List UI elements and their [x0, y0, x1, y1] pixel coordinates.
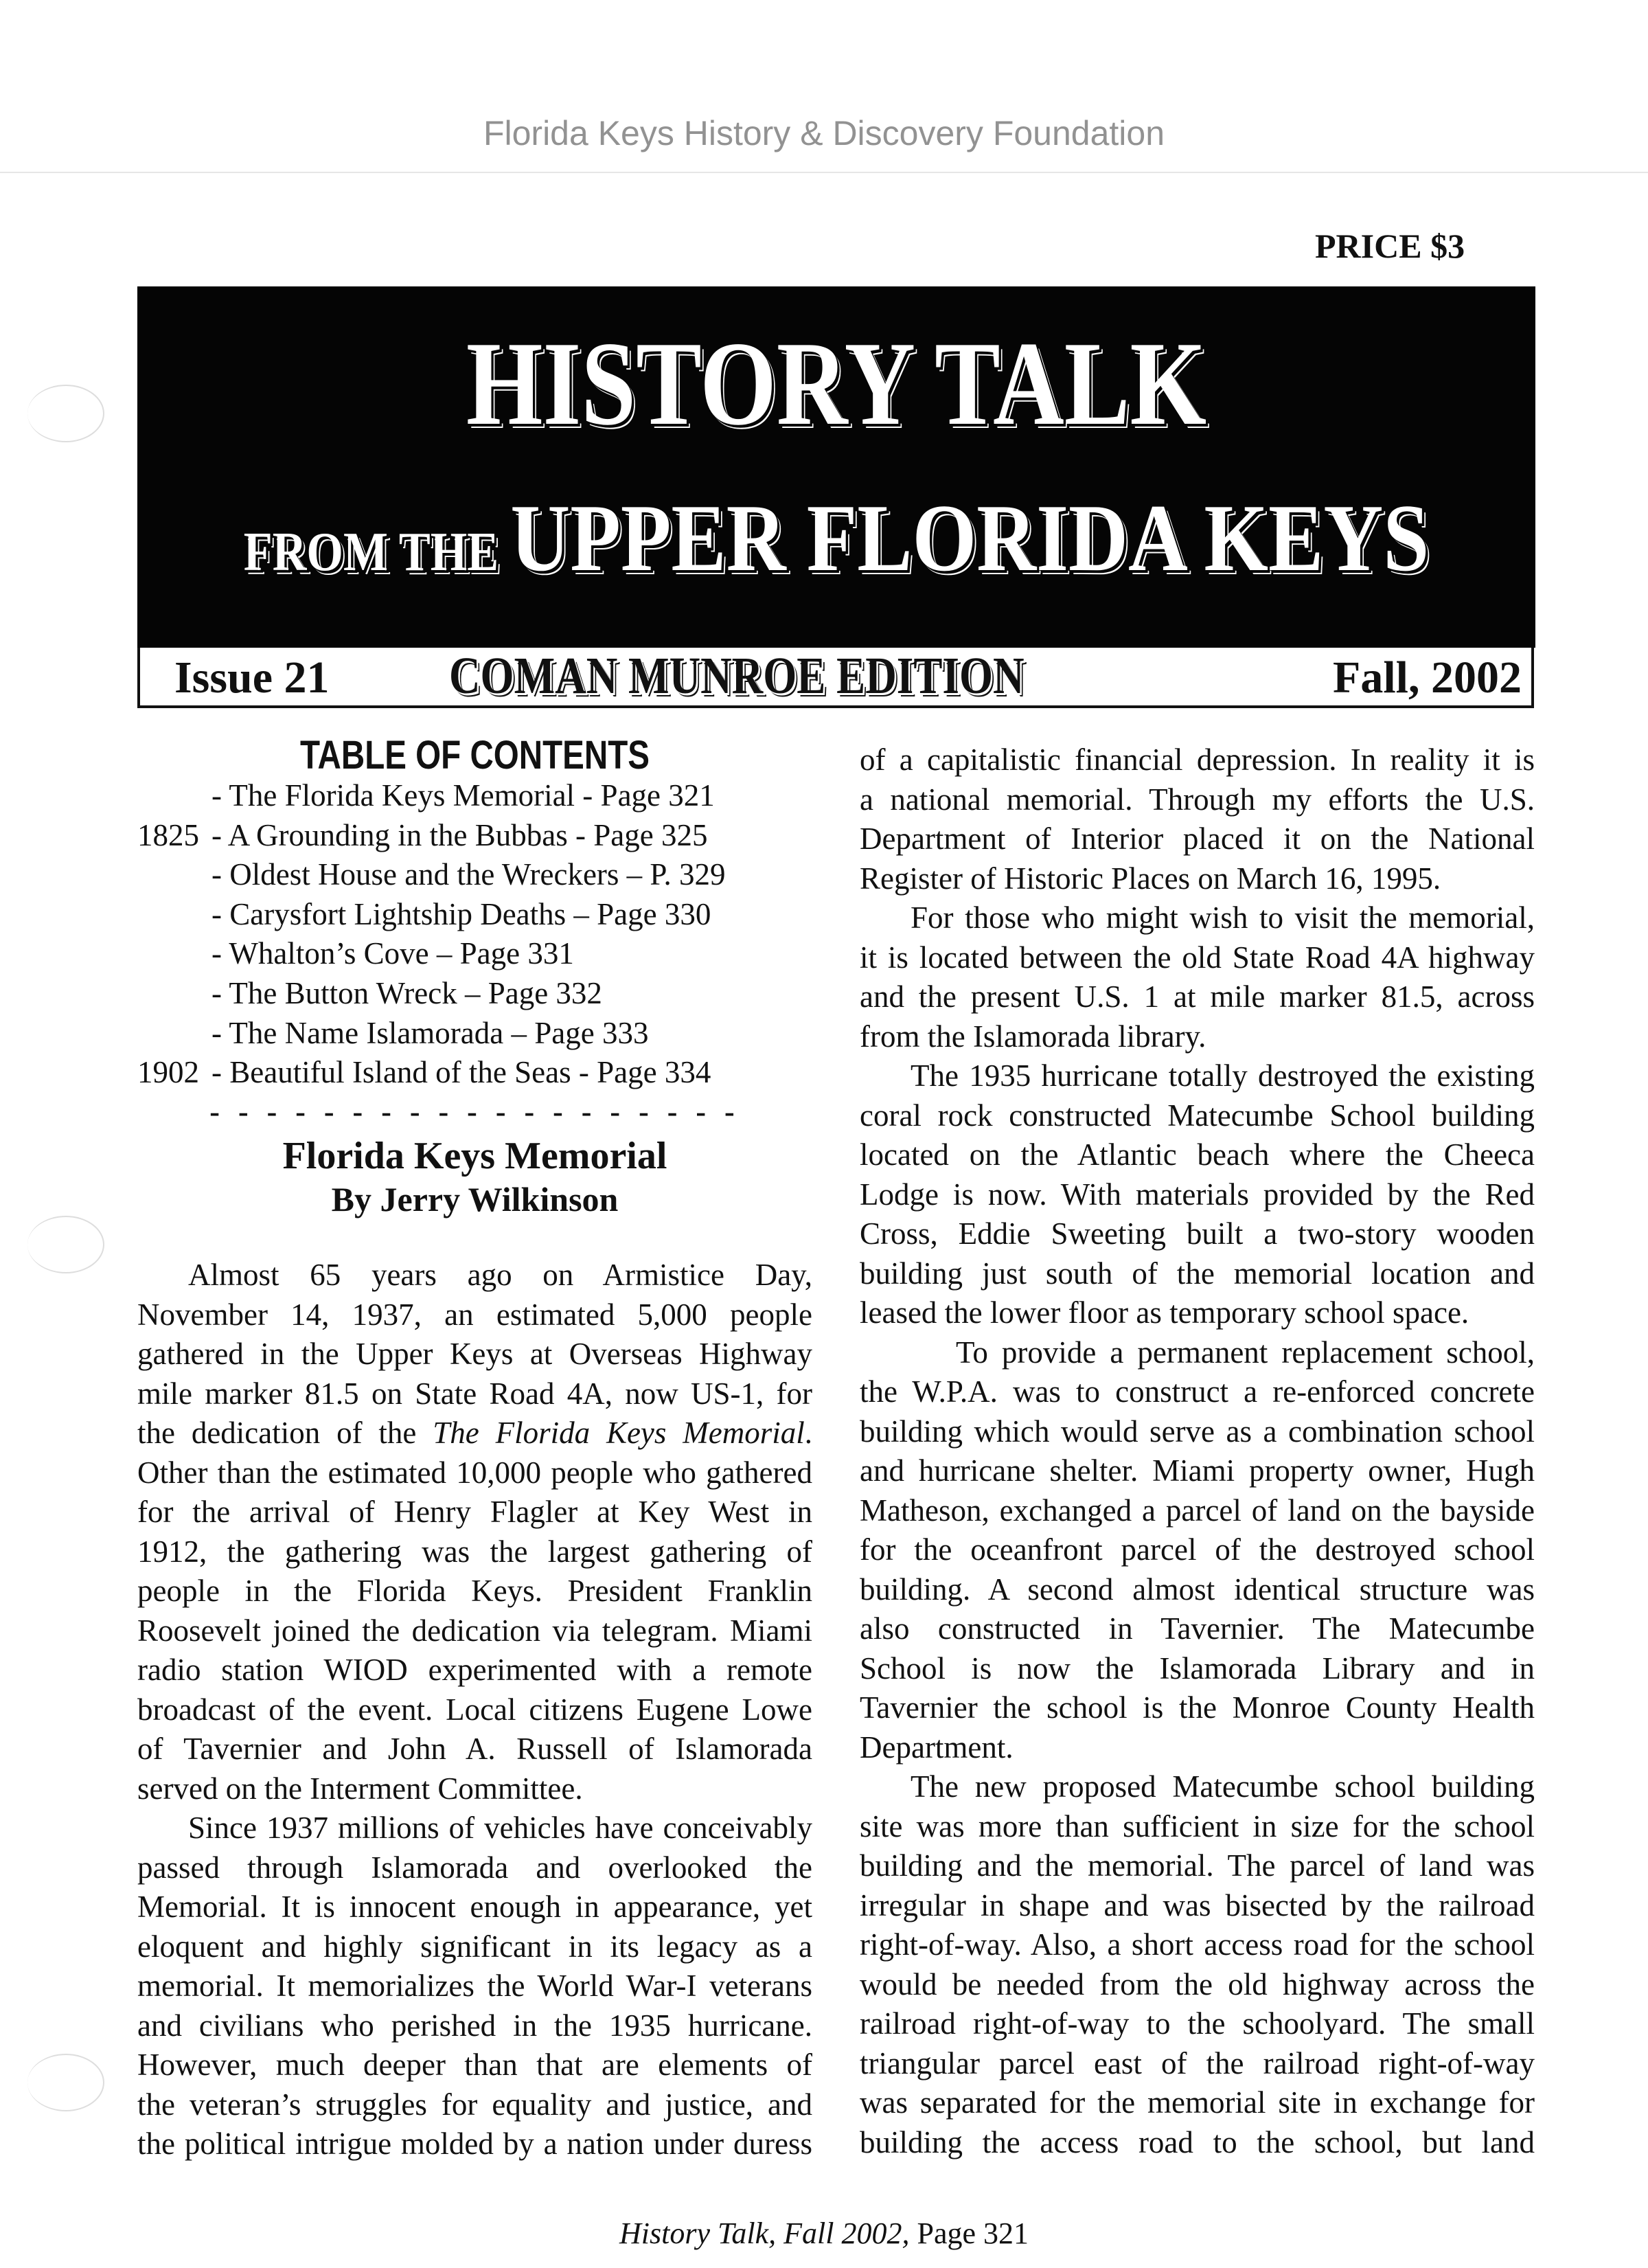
text-line: irregular in shape and was bisected by the railroad [860, 1887, 1535, 1923]
text-line: located on the Atlantic beach where the Cheeca [860, 1137, 1535, 1172]
text-line: was separated for the memorial site in exchange for [860, 2085, 1535, 2120]
punch-hole [27, 2054, 104, 2111]
text-line: eloquent and highly significant in its legacy as a [137, 1929, 812, 1964]
text-line: Almost 65 years ago on Armistice Day, [188, 1258, 812, 1292]
text-line: people in the Florida Keys. President Franklin [137, 1574, 812, 1608]
text-line: and civilians who perished in the 1935 hurricane. [137, 2008, 812, 2043]
text-line: coral rock constructed Matecumbe School building [860, 1098, 1535, 1133]
toc-item [137, 896, 711, 932]
text-line: it is located between the old State Road 4A highway [860, 940, 1535, 975]
paragraph [860, 1333, 1535, 1768]
text-line: building which would serve as a combination school [860, 1414, 1535, 1449]
text-line: the political intrigue molded by a nation under duress [137, 2127, 812, 2161]
text-line: Department. [860, 1730, 1014, 1765]
page-footer [0, 2216, 1648, 2252]
paragraph [860, 740, 1535, 898]
masthead-subtitle-small: FROM THE [243, 522, 511, 582]
text-line: and the present U.S. 1 at mile marker 81.5, across [860, 979, 1535, 1014]
paragraph [860, 898, 1535, 1056]
masthead-banner [137, 286, 1535, 648]
toc-entry: - A Grounding in the Bubbas - Page 325 [211, 817, 708, 852]
text-line: Tavernier the school is the Monroe County Health [860, 1690, 1535, 1725]
text-line: also constructed in Tavernier. The Matecumbe [860, 1611, 1535, 1646]
toc-entry: - The Florida Keys Memorial - Page 321 [211, 778, 715, 813]
edition-title: COMAN MUNROE EDITION [449, 647, 1025, 705]
text-line: building the access road to the school, but land [860, 2124, 1535, 2159]
toc-entry: - The Name Islamorada – Page 333 [211, 1015, 649, 1050]
footer-page-number: Page 321 [909, 2216, 1029, 2250]
issue-number: Issue 21 [174, 653, 330, 703]
text-line: radio station WIOD experimented with a remote [137, 1653, 812, 1687]
separator: - - - - - - - - - - - - - - - - - - - [209, 1095, 740, 1129]
toc-item [137, 1015, 648, 1051]
issue-bar [137, 648, 1534, 708]
text-line: right-of-way. Also, a short access road for the school [860, 1927, 1535, 1962]
text-line: passed through Islamorada and overlooked the [137, 1850, 812, 1885]
article-title: Florida Keys Memorial [282, 1135, 667, 1177]
text-line: a national memorial. Through my efforts the U.S. [860, 782, 1535, 817]
text-line: Other than the estimated 10,000 people who gathered [137, 1455, 812, 1490]
toc-year: 1902 [137, 1055, 199, 1090]
text-line: leased the lower floor as temporary school space. [860, 1295, 1469, 1330]
text-line: mile marker 81.5 on State Road 4A, now US-1, for [137, 1376, 812, 1411]
text-line: broadcast of the event. Local citizens Eugene Lowe [137, 1692, 812, 1727]
masthead-subtitle [236, 486, 1438, 591]
masthead-title: HISTORY TALK [466, 317, 1207, 450]
text-line: Cross, Eddie Sweeting built a two-story wooden [860, 1216, 1535, 1251]
toc-entry: - Carysfort Lightship Deaths – Page 330 [211, 896, 711, 931]
text-line [137, 1414, 812, 1453]
text-line: building and the memorial. The parcel of land was [860, 1848, 1535, 1883]
text-line: However, much deeper than that are elements of [137, 2048, 812, 2082]
toc-entry: - Oldest House and the Wreckers – P. 329 [211, 857, 726, 892]
toc-heading: TABLE OF CONTENTS [299, 733, 650, 778]
text-line: of a capitalistic financial depression. In reality it is [860, 742, 1535, 777]
toc-entry: - Beautiful Island of the Seas - Page 334 [211, 1055, 711, 1090]
punch-hole [27, 385, 104, 442]
text-line: gathered in the Upper Keys at Overseas Highway [137, 1337, 812, 1371]
paragraph [137, 1808, 812, 2164]
issue-season: Fall, 2002 [1333, 653, 1522, 703]
text-line: Roosevelt joined the dedication via telegram. Miami [137, 1613, 812, 1648]
paragraph [860, 1767, 1535, 2162]
toc-entry: - Whalton’s Cove – Page 331 [211, 936, 574, 971]
text-line: triangular parcel east of the railroad right-of-way [860, 2045, 1535, 2080]
toc-item [137, 935, 574, 971]
text-line: from the Islamorada library. [860, 1019, 1206, 1054]
punch-hole [27, 1216, 104, 1273]
page-edge [0, 172, 1648, 173]
price-label: PRICE $3 [1315, 227, 1465, 265]
text-line: Register of Historic Places on March 16, 1995. [860, 861, 1441, 896]
text-line: of Tavernier and John A. Russell of Islamorada [137, 1732, 812, 1766]
text-segment: the dedication of the [137, 1416, 433, 1450]
text-line: 1912, the gathering was the largest gathering of [137, 1534, 812, 1569]
text-line: served on the Interment Committee. [137, 1771, 583, 1806]
paragraph [137, 1256, 812, 1808]
text-line: for the arrival of Henry Flagler at Key West in [137, 1495, 812, 1529]
text-segment: . [804, 1416, 812, 1450]
toc-item [137, 975, 602, 1011]
text-line: site was more than sufficient in size for the school [860, 1808, 1535, 1844]
text-line: Lodge is now. With materials provided by the Red [860, 1177, 1535, 1212]
toc-item [137, 1054, 711, 1090]
toc-item [137, 857, 725, 892]
text-line: Since 1937 millions of vehicles have conceivably [188, 1811, 812, 1845]
text-line: The new proposed Matecumbe school building [911, 1769, 1535, 1804]
footer-publication: History Talk, Fall 2002, [619, 2216, 910, 2250]
text-line: For those who might wish to visit the memorial, [911, 900, 1535, 935]
text-line: building just south of the memorial location and [860, 1256, 1535, 1291]
toc-entry: - The Button Wreck – Page 332 [211, 976, 602, 1010]
text-line: memorial. It memorializes the World War-I veterans [137, 1969, 812, 2003]
text-line: School is now the Islamorada Library and in [860, 1651, 1535, 1686]
toc-year: 1825 [137, 817, 199, 852]
toc-item [137, 778, 715, 813]
text-line: would be needed from the old highway across the [860, 1966, 1535, 2001]
text-line: Memorial. It is innocent enough in appearance, yet [137, 1890, 812, 1924]
paragraph [860, 1056, 1535, 1333]
text-line: The 1935 hurricane totally destroyed the existing [911, 1058, 1535, 1093]
text-line: November 14, 1937, an estimated 5,000 people [137, 1297, 812, 1332]
article-column-right [860, 740, 1535, 2162]
article-byline: By Jerry Wilkinson [331, 1180, 619, 1218]
watermark: Florida Keys History & Discovery Foundation [483, 114, 1165, 152]
masthead-subtitle-large: UPPER FLORIDA KEYS [510, 485, 1430, 591]
text-line: the W.P.A. was to construct a re-enforced concrete [860, 1374, 1535, 1409]
text-line: building. A second almost identical structure was [860, 1572, 1535, 1607]
toc-item [137, 817, 707, 853]
italic-title: The Florida Keys Memorial [433, 1416, 805, 1450]
text-line: the veteran’s struggles for equality and justice, and [137, 2087, 812, 2122]
text-line: Matheson, exchanged a parcel of land on the bayside [860, 1493, 1535, 1528]
text-line: and hurricane shelter. Miami property owner, Hugh [860, 1453, 1535, 1488]
article-column-left [137, 1256, 812, 2164]
text-line: for the oceanfront parcel of the destroyed school [860, 1532, 1535, 1567]
text-line: To provide a permanent replacement school, [956, 1335, 1535, 1370]
text-line: Department of Interior placed it on the National [860, 821, 1535, 856]
text-line: railroad right-of-way to the schoolyard. The small [860, 2006, 1535, 2041]
